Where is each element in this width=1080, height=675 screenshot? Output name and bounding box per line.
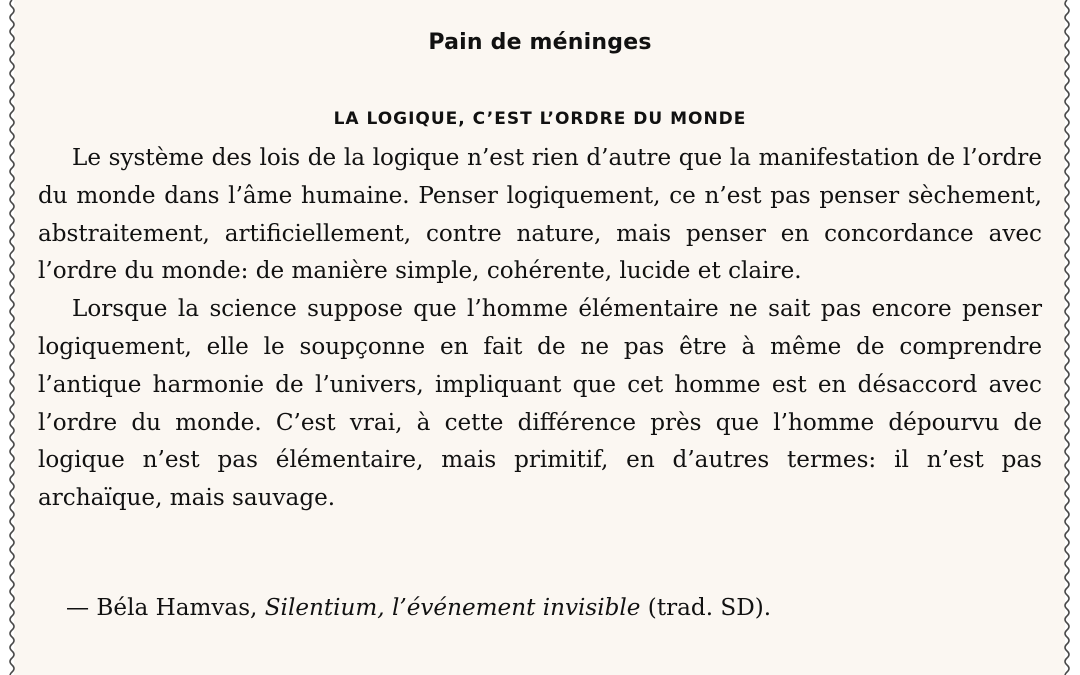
wavy-border-left xyxy=(4,0,20,675)
quote-paragraph: Le système des lois de la logique n’est rien d’autre que la manifestation de l’ordre du monde dans l’âme humaine. Penser logiquement, ce n’est pas penser sèchement, abstraitement, artificiellement, contre nature, mais penser en concordance avec l’ordre du monde: de manière simple, cohérente, lucide et claire. xyxy=(38,145,1042,285)
attribution-work-title: Silentium, l’événement invisible xyxy=(264,595,641,621)
wavy-border-right xyxy=(1059,0,1075,675)
attribution-suffix: (trad. SD). xyxy=(640,595,772,621)
attribution xyxy=(66,590,771,628)
quote-paragraph: Lorsque la science suppose que l’homme élémentaire ne sait pas encore penser logiquement, elle le soupçonne en fait de ne pas être à même de comprendre l’antique harmonie de l’univers, impliquant que cet homme est en désaccord avec l’ordre du monde. C’est vrai, à cette différence près que l’homme dépourvu de logique n’est pas élémentaire, mais primitif, en d’autres termes: il n’est pas archaïque, mais sauvage. xyxy=(38,296,1042,512)
quote-body xyxy=(38,140,1042,518)
section-heading: LA LOGIQUE, C’EST L’ORDRE DU MONDE xyxy=(333,109,747,129)
attribution-author: — Béla Hamvas, xyxy=(66,595,265,621)
card-title: Pain de méninges xyxy=(428,30,652,55)
